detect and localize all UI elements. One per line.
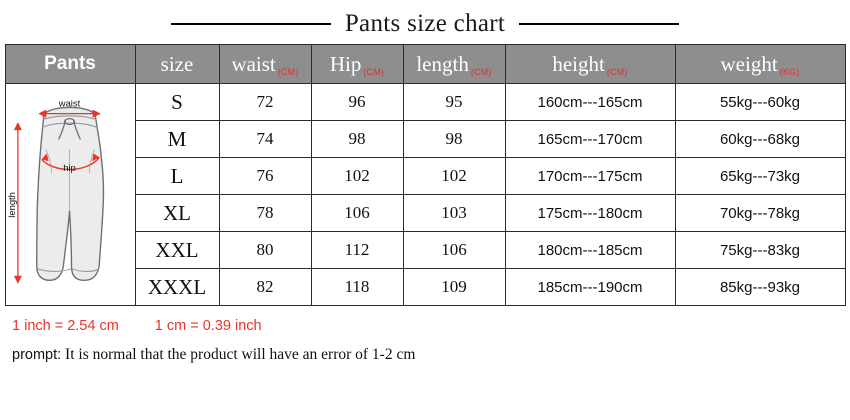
cell-length: 102: [403, 158, 505, 195]
cell-hip: 112: [311, 232, 403, 269]
cell-size: M: [135, 121, 219, 158]
cm-to-inch-note: 1 cm = 0.39 inch: [154, 318, 262, 334]
column-header-hip-label: Hip: [329, 51, 362, 76]
prompt-row: [12, 346, 850, 364]
page-title: Pants size chart: [344, 10, 506, 37]
cell-height: 165cm---170cm: [505, 121, 675, 158]
title-rule-right: [519, 23, 679, 25]
hip-label: hip: [62, 161, 76, 173]
column-header-hip-unit: (CM): [363, 66, 385, 77]
cell-waist: 76: [219, 158, 311, 195]
cell-length: 95: [403, 84, 505, 121]
cell-length: 109: [403, 269, 505, 306]
pants-diagram: [6, 87, 135, 303]
cell-length: 106: [403, 232, 505, 269]
cell-height: 170cm---175cm: [505, 158, 675, 195]
table-header-row: [5, 45, 845, 84]
cell-weight: 70kg---78kg: [675, 195, 845, 232]
cell-weight: 85kg---93kg: [675, 269, 845, 306]
cell-length: 103: [403, 195, 505, 232]
cell-height: 175cm---180cm: [505, 195, 675, 232]
column-header-height: [505, 45, 675, 84]
cell-size: L: [135, 158, 219, 195]
column-header-weight: [675, 45, 845, 84]
column-header-length-unit: (CM): [470, 66, 492, 77]
column-header-weight-label: weight: [720, 51, 778, 76]
pants-diagram-cell: [5, 84, 135, 306]
cell-size: XL: [135, 195, 219, 232]
cell-hip: 98: [311, 121, 403, 158]
cell-hip: 96: [311, 84, 403, 121]
column-header-weight-unit: (KG): [779, 66, 800, 77]
cell-weight: 60kg---68kg: [675, 121, 845, 158]
column-header-height-label: height: [552, 51, 605, 76]
waist-label: waist: [58, 97, 80, 109]
prompt-label: prompt:: [12, 347, 62, 363]
page-title-row: [0, 0, 850, 44]
column-header-waist-label: waist: [231, 51, 276, 76]
cell-height: 185cm---190cm: [505, 269, 675, 306]
column-header-waist: [219, 45, 311, 84]
cell-size: XXL: [135, 232, 219, 269]
cell-height: 160cm---165cm: [505, 84, 675, 121]
conversion-row: [12, 318, 850, 334]
size-chart-table: [5, 44, 846, 306]
column-header-height-unit: (CM): [606, 66, 628, 77]
cell-waist: 72: [219, 84, 311, 121]
pants-illustration-icon: [6, 87, 135, 303]
footer-notes: [0, 306, 850, 364]
cell-size: S: [135, 84, 219, 121]
column-header-hip: [311, 45, 403, 84]
cell-height: 180cm---185cm: [505, 232, 675, 269]
cell-hip: 102: [311, 158, 403, 195]
table-row: [5, 84, 845, 121]
cell-hip: 118: [311, 269, 403, 306]
cell-hip: 106: [311, 195, 403, 232]
inch-to-cm-note: 1 inch = 2.54 cm: [12, 318, 119, 334]
column-header-length: [403, 45, 505, 84]
cell-weight: 65kg---73kg: [675, 158, 845, 195]
cell-size: XXXL: [135, 269, 219, 306]
column-header-size-label: size: [160, 51, 194, 76]
cell-waist: 82: [219, 269, 311, 306]
title-rule-left: [171, 23, 331, 25]
length-label: length: [5, 191, 17, 218]
column-header-length-label: length: [416, 51, 469, 76]
cell-waist: 78: [219, 195, 311, 232]
cell-waist: 74: [219, 121, 311, 158]
prompt-text: It is normal that the product will have an error of 1-2 cm: [65, 346, 416, 363]
cell-weight: 55kg---60kg: [675, 84, 845, 121]
cell-length: 98: [403, 121, 505, 158]
column-header-pants: [5, 45, 135, 84]
cell-weight: 75kg---83kg: [675, 232, 845, 269]
column-header-waist-unit: (CM): [277, 66, 299, 77]
cell-waist: 80: [219, 232, 311, 269]
column-header-pants-label: Pants: [44, 53, 96, 74]
column-header-size: [135, 45, 219, 84]
